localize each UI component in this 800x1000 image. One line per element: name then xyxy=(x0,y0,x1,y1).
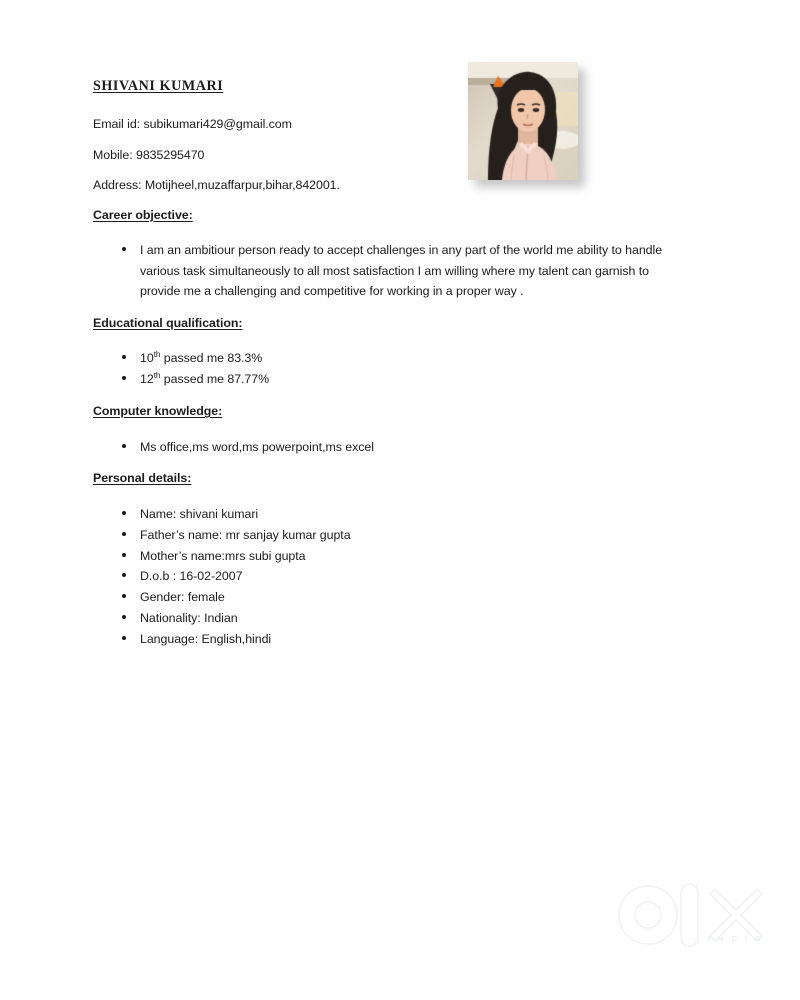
section-heading-career: Career objective: xyxy=(93,208,193,222)
list-item: I am an ambitiour person ready to accept challenges in any part of the world me ability to handle various task simultaneously to all most satisfaction I am willing where my talent can garnish to provide me a challenging and competitive for working in a proper way . xyxy=(118,240,680,302)
olx-watermark-sublabel: I N D I A xyxy=(708,936,764,943)
computer-knowledge-list xyxy=(118,437,374,458)
education-suffix: th xyxy=(153,349,161,359)
contact-address: Address: Motijheel,muzaffarpur,bihar,842001. xyxy=(93,178,340,192)
list-item xyxy=(118,369,269,390)
profile-photo-image xyxy=(468,62,578,180)
education-list xyxy=(118,348,269,390)
education-detail: passed me 87.77% xyxy=(160,372,270,386)
education-grade: 10 xyxy=(140,351,154,365)
contact-email: Email id: subikumari429@gmail.com xyxy=(93,117,292,131)
list-item: Name: shivani kumari xyxy=(118,504,351,525)
list-item: D.o.b : 16-02-2007 xyxy=(118,566,351,587)
section-heading-personal: Personal details: xyxy=(93,471,192,485)
education-detail: passed me 83.3% xyxy=(160,351,263,365)
list-item xyxy=(118,348,269,369)
list-item: Ms office,ms word,ms powerpoint,ms excel xyxy=(118,437,374,458)
profile-photo xyxy=(468,62,578,180)
list-item: Gender: female xyxy=(118,587,351,608)
career-objective-list xyxy=(118,240,680,302)
page-title: SHIVANI KUMARI xyxy=(93,78,224,94)
section-heading-education: Educational qualification: xyxy=(93,316,243,330)
contact-mobile: Mobile: 9835295470 xyxy=(93,148,205,162)
list-item: Language: English,hindi xyxy=(118,629,351,650)
education-grade: 12 xyxy=(140,372,154,386)
list-item: Father’s name: mr sanjay kumar gupta xyxy=(118,525,351,546)
list-item: Mother’s name:mrs subi gupta xyxy=(118,546,351,567)
list-item: Nationality: Indian xyxy=(118,608,351,629)
education-suffix: th xyxy=(153,370,161,380)
section-heading-computer: Computer knowledge: xyxy=(93,404,223,418)
personal-details-list xyxy=(118,504,351,650)
